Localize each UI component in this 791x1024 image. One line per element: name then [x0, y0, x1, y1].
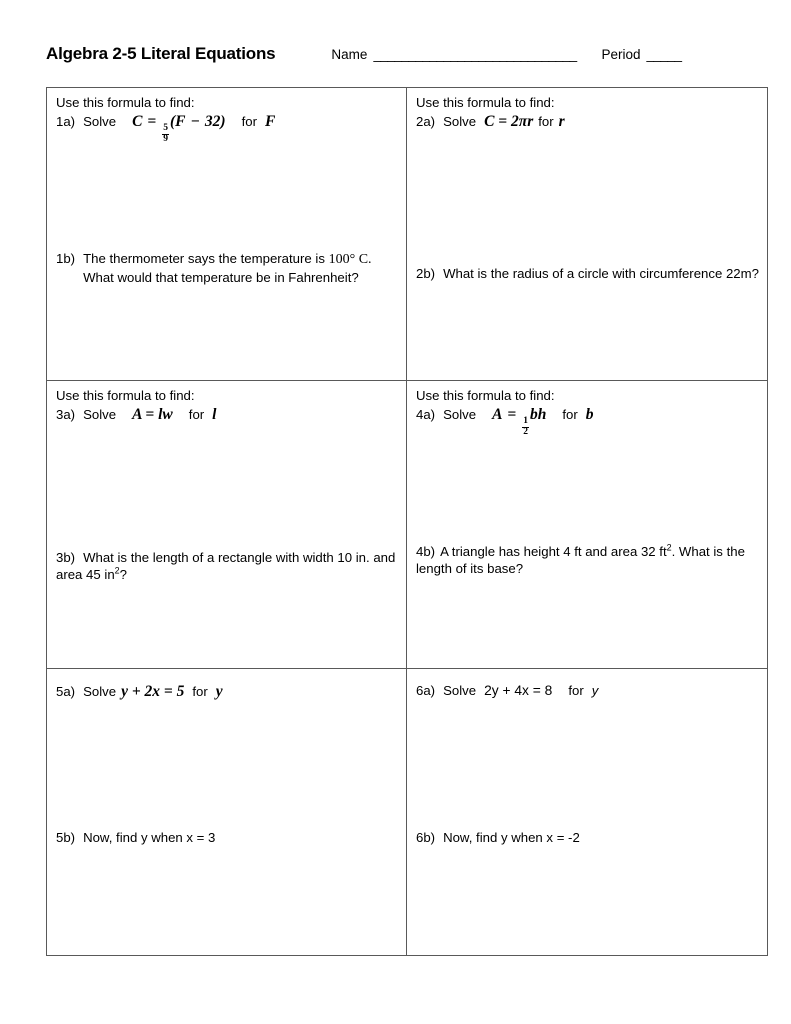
question-4b-text-pre: A triangle has height 4 ft and area 32 ft — [440, 544, 667, 559]
question-3b-text-post: ? — [119, 567, 127, 583]
question-1b — [56, 250, 396, 286]
fraction-numerator: 5 — [163, 122, 168, 133]
question-5a — [56, 682, 223, 702]
question-number-3a: 3a) — [56, 407, 76, 422]
question-3a — [56, 405, 216, 425]
solve-for-variable-6a: y — [591, 683, 599, 698]
equation-var-F: F — [175, 113, 186, 130]
equals-sign-1a: = — [147, 113, 157, 130]
solve-verb-4a: Solve — [443, 407, 477, 422]
solve-verb-5a: Solve — [83, 684, 117, 699]
question-6b-text-post: when x = -2 — [507, 830, 580, 845]
question-number-4b: 4b) — [416, 544, 436, 559]
question-number-1b: 1b) — [56, 251, 76, 266]
problem-cell-5 — [47, 669, 407, 956]
paren-close-1a: ) — [220, 113, 226, 130]
page-header — [46, 44, 746, 74]
problem-cell-2 — [407, 88, 768, 381]
superscript-4b: 2 — [666, 542, 672, 553]
question-number-5b: 5b) — [56, 830, 76, 845]
fraction-5-9 — [162, 124, 169, 144]
question-1b-line1-pre: The thermometer says the temperature is — [83, 251, 329, 266]
question-6b-variable: y — [500, 830, 508, 845]
solve-verb-3a: Solve — [83, 407, 117, 422]
solve-verb-2a: Solve — [443, 114, 477, 129]
question-6a — [416, 682, 598, 700]
question-number-6a: 6a) — [416, 683, 436, 698]
question-number-4a: 4a) — [416, 407, 436, 422]
solve-for-variable-3a: l — [212, 406, 217, 423]
for-word-5a: for — [192, 684, 208, 699]
question-4b-text-post: . What is the length of its base? — [416, 544, 745, 577]
equation-6a: 2y + 4x = 8 — [484, 683, 553, 698]
problem-cell-6 — [407, 669, 768, 956]
formula-prompt-2: Use this formula to find: — [416, 95, 555, 110]
question-5b — [56, 829, 215, 846]
question-1b-line2: What would that temperature be in Fahrenheit? — [83, 270, 359, 286]
question-4a — [416, 405, 594, 437]
equation-lhs-1a: C — [132, 113, 143, 130]
fraction-denominator: 2 — [523, 426, 528, 437]
period-field-group — [601, 47, 690, 62]
fraction-numerator: 1 — [523, 415, 528, 426]
equation-3a: A = lw — [132, 406, 173, 423]
question-number-2b: 2b) — [416, 266, 436, 281]
for-word-6a: for — [568, 683, 584, 698]
problem-grid — [46, 87, 768, 956]
question-number-6b: 6b) — [416, 830, 436, 845]
question-2b — [416, 265, 761, 282]
problem-cell-4 — [407, 381, 768, 669]
constant-32: 32 — [204, 113, 221, 130]
equation-rhs-4a: bh — [530, 406, 547, 423]
temperature-value-1b: 100° C. — [328, 252, 372, 267]
question-6b-text-pre: Now, find — [443, 830, 501, 845]
paren-open-1a: ( — [170, 113, 176, 130]
period-label: Period — [601, 47, 641, 62]
question-4b — [416, 543, 761, 577]
solve-for-variable-2a: r — [558, 113, 565, 130]
formula-prompt-4: Use this formula to find: — [416, 388, 555, 403]
equation-2a: C = 2πr — [484, 113, 534, 130]
formula-prompt-1: Use this formula to find: — [56, 95, 195, 110]
solve-for-variable-5a: y — [215, 683, 223, 700]
equation-lhs-4a: A — [492, 406, 503, 423]
question-1a — [56, 112, 275, 144]
question-2b-text: What is the radius of a circle with circumference 22m? — [443, 266, 759, 281]
question-5b-text: Now, find y when x = 3 — [83, 830, 216, 845]
solve-for-variable-1a: F — [264, 113, 276, 130]
name-blank-line[interactable]: _____________________________ — [373, 47, 577, 62]
name-field-group — [331, 47, 587, 62]
minus-sign-1a: − — [190, 113, 200, 130]
solve-for-variable-4a: b — [585, 406, 594, 423]
name-label: Name — [331, 47, 368, 62]
question-number-1a: 1a) — [56, 114, 76, 129]
table-row — [47, 88, 768, 381]
formula-prompt-3: Use this formula to find: — [56, 388, 195, 403]
page-title: Algebra 2-5 Literal Equations — [46, 44, 276, 63]
question-3b — [56, 549, 401, 583]
for-word-3a: for — [188, 407, 205, 422]
problem-cell-1 — [47, 88, 407, 381]
question-number-3b: 3b) — [56, 550, 76, 565]
solve-verb-1a: Solve — [83, 114, 117, 129]
table-row — [47, 669, 768, 956]
for-word-2a: for — [538, 114, 554, 129]
equals-sign-4a: = — [507, 406, 517, 423]
table-row — [47, 381, 768, 669]
period-blank-line[interactable]: _____ — [646, 47, 682, 62]
for-word-1a: for — [241, 114, 257, 129]
question-6b — [416, 829, 580, 846]
problem-cell-3 — [47, 381, 407, 669]
fraction-1-2 — [522, 417, 529, 437]
solve-verb-6a: Solve — [443, 683, 477, 698]
equation-5a: y + 2x = 5 — [121, 683, 185, 700]
for-word-4a: for — [562, 407, 578, 422]
fraction-denominator: 9 — [163, 133, 168, 144]
question-number-5a: 5a) — [56, 684, 76, 699]
question-3b-text-pre: What is the length of a rectangle with width 10 in. and area 45 in — [56, 550, 396, 583]
question-number-2a: 2a) — [416, 114, 436, 129]
question-2a — [416, 112, 565, 132]
superscript-3b: 2 — [114, 565, 120, 576]
